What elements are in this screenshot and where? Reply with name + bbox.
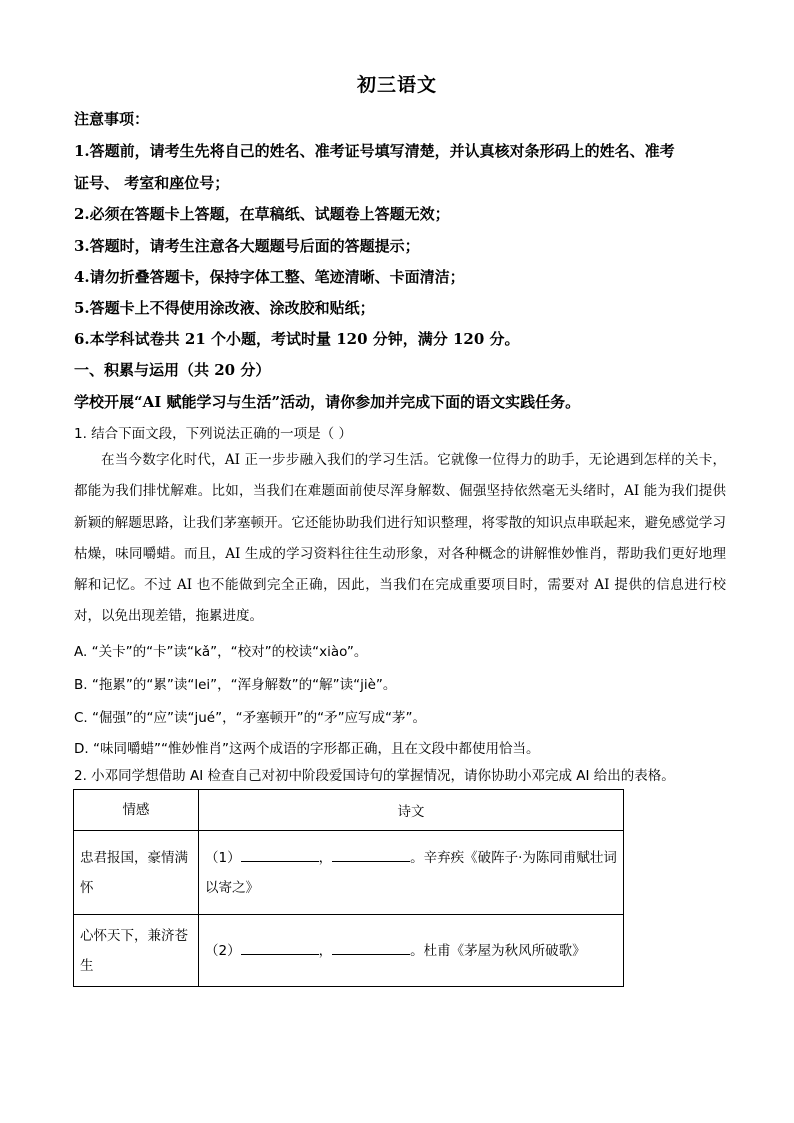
- answer-blank[interactable]: [332, 940, 410, 955]
- answer-blank[interactable]: [241, 940, 319, 955]
- question-1-stem: 1. 结合下面文段，下列说法正确的一项是（ ）: [74, 426, 352, 442]
- option-b: B. “拖累”的“累”读“lei”，“浑身解数”的“解”读“jiè”。: [74, 677, 397, 693]
- column-header-poem: 诗文: [199, 790, 624, 831]
- blank-number: （1）: [205, 849, 241, 866]
- poem-source: 。杜甫《茅屋为秋风所破歌》: [410, 942, 586, 959]
- notice-item: 6.本学科试卷共 21 个小题，考试时量 120 分钟，满分 120 分。: [74, 330, 520, 348]
- notice-heading: 注意事项：: [74, 110, 150, 128]
- passage-text: 在当今数字化时代，AI 正一步步融入我们的学习生活。它就像一位得力的助手，无论遇到怎样的关卡，都能为我们排忧解难。比如，当我们在难题面前使尽浑身解数、倔强坚持依然毫无头绪时，AI 能为我们提供新颖的解题思路，让我们茅塞顿开。它还能协助我们进行知识整理，将零散的知识点串联起来，避免感觉学习枯燥，味同嚼蜡。而且，AI 生成的学习资料往往生动形象，对各种概念的讲解惟妙惟肖，帮助我们更好地理解和记忆。不过 AI 也不能做到完全正确，因此，当我们在完成重要项目时，需要对 AI 提供的信息进行校对，以免出现差错，拖累进度。: [74, 452, 726, 625]
- notice-item: 证号、 考室和座位号；: [74, 174, 230, 192]
- poem-source: 。辛弃疾《破阵子·为陈同甫赋壮词以寄之》: [205, 849, 617, 896]
- table-row: [74, 915, 624, 987]
- task-intro: 学校开展“AI 赋能学习与生活”活动，请你参加并完成下面的语文实践任务。: [74, 393, 581, 411]
- option-a: A. “关卡”的“卡”读“kǎ”，“校对”的校读“xiào”。: [74, 644, 368, 660]
- question-2-stem: 2. 小邓同学想借助 AI 检查自己对初中阶段爱国诗句的掌握情况，请你协助小邓完成 AI 给出的表格。: [74, 768, 675, 784]
- answer-blank[interactable]: [241, 847, 319, 862]
- emotion-cell: 心怀天下，兼济苍生: [74, 915, 199, 987]
- notice-item: 3.答题时，请考生注意各大题题号后面的答题提示；: [74, 237, 420, 255]
- table-row: [74, 831, 624, 915]
- section-heading: 一、积累与运用（共 20 分）: [74, 361, 271, 379]
- question-1-passage: [74, 445, 726, 633]
- verse-cell: [199, 915, 624, 987]
- notice-item: 5.答题卡上不得使用涂改液、涂改胶和贴纸；: [74, 299, 375, 317]
- answer-blank[interactable]: [332, 847, 410, 862]
- notice-item: 2.必须在答题卡上答题，在草稿纸、试题卷上答题无效；: [74, 205, 450, 223]
- column-header-emotion: 情感: [74, 790, 199, 831]
- notice-item: 4.请勿折叠答题卡，保持字体工整、笔迹清晰、卡面清洁；: [74, 268, 465, 286]
- notice-item: 1.答题前，请考生先将自己的姓名、准考证号填写清楚，并认真核对条形码上的姓名、准考: [74, 142, 675, 160]
- verse-cell: [199, 831, 624, 915]
- page-title: 初三语文: [356, 74, 437, 96]
- table-header-row: [74, 790, 624, 831]
- option-d: D. “味同嚼蜡”“惟妙惟肖”这两个成语的字形都正确，且在文段中都使用恰当。: [74, 741, 540, 757]
- blank-separator: ，: [318, 942, 333, 959]
- option-c: C. “倔强”的“应”读“jué”，“矛塞顿开”的“矛”应写成“茅”。: [74, 710, 427, 726]
- poem-table: [73, 789, 624, 987]
- blank-separator: ，: [318, 849, 333, 866]
- emotion-cell: 忠君报国，豪情满怀: [74, 831, 199, 915]
- blank-number: （2）: [205, 942, 241, 959]
